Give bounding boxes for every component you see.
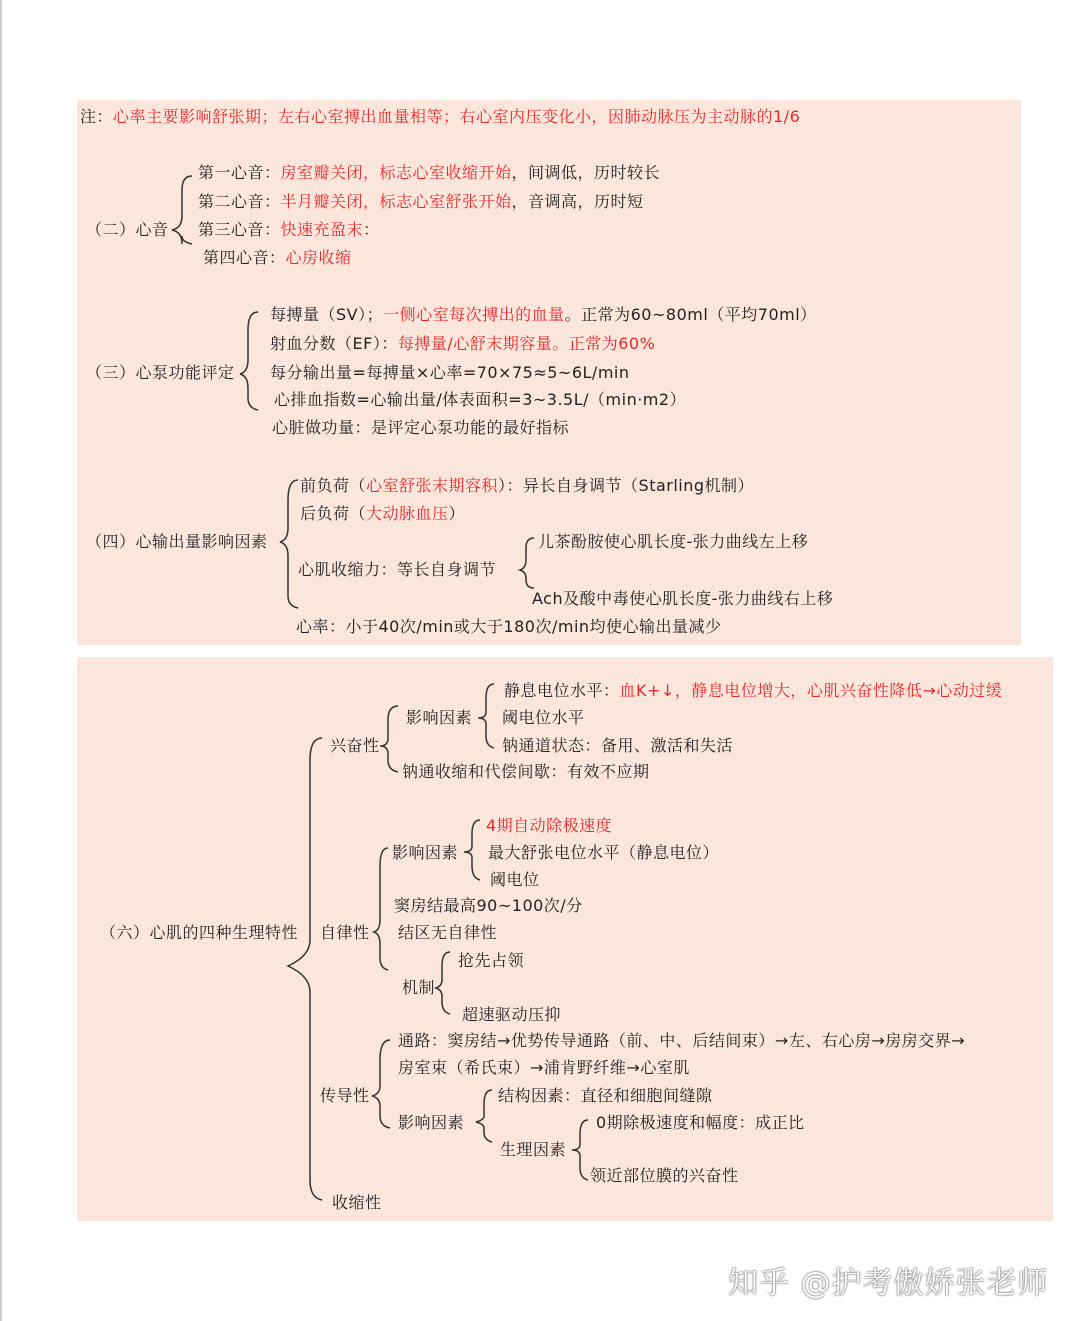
catecholamine-effect: 儿茶酚胺使心肌长度-张力曲线左上移 [538,532,809,551]
heart-sound-2-label: 第二心音： [198,192,281,211]
pump-eval-title: （三）心泵功能评定 [86,363,235,382]
heart-sound-3-label: 第三心音： [198,220,281,239]
overdrive-suppression: 超速驱动压抑 [462,1005,562,1024]
sodium-channel-state: 钠通道状态：备用、激活和失活 [502,736,734,755]
heart-sounds-title: （二）心音 [86,220,169,239]
heart-rate-effect: 心率：小于40次/min或大于180次/min均使心输出量减少 [296,617,722,636]
preload-mech: ）：异长自身调节（Starling机制） [498,476,755,495]
excitability-factors: 影响因素 [406,708,473,727]
heart-sound-1-label: 第一心音： [198,163,281,182]
stroke-volume [270,305,817,325]
conduction-path-2: 房室束（希氏束）→浦肯野纤维→心室肌 [398,1058,690,1077]
phase0-depolarization: 0期除极速度和幅度：成正比 [596,1113,805,1132]
conduction-path-1: 通路：窦房结→优势传导通路（前、中、后结间束）→左、右心房→房房交界→ [398,1031,966,1050]
autorhythmicity-factors: 影响因素 [392,843,459,862]
resting-potential-label: 静息电位水平： [504,681,620,700]
cardiac-index: 心排血指数=心输出量/体表面积=3~3.5L/（min·m2） [274,390,687,409]
conductivity-title: 传导性 [320,1086,370,1105]
structural-factor: 结构因素：直径和细胞间缝隙 [498,1086,713,1105]
resting-potential-effect: 血K+↓，静息电位增大，心肌兴奋性降低→心动过缓 [619,681,1003,700]
watermark: 知乎 @护考傲娇张老师 [728,1266,1049,1301]
heart-sound-2-desc: ，音调高，历时短 [511,192,644,211]
heart-sound-4-label: 第四心音： [203,248,286,267]
autorhythmicity-title: 自律性 [320,923,370,942]
ef-label: 射血分数（EF）： [270,334,398,353]
physiological-factor: 生理因素 [500,1140,567,1159]
resting-potential [504,681,1002,701]
contractility-factor: 心肌收缩力：等长自身调节 [298,560,497,579]
afterload-def: 大动脉血压 [366,504,449,523]
ef-def: 每搏量/心舒末期容量。正常为60% [397,334,656,353]
afterload [300,504,465,524]
note-line [80,107,800,127]
heart-sound-1 [198,163,660,183]
myocardium-title: （六）心肌的四种生理特性 [100,923,299,942]
capture-mechanism: 抢先占领 [458,951,525,970]
compensatory-pause: 钠通收缩和代偿间歇：有效不应期 [402,762,650,781]
ejection-fraction [270,334,655,354]
sa-node-rate: 窦房结最高90~100次/分 [394,896,583,915]
heart-sound-3-desc: ： [363,220,380,239]
max-diastolic-potential: 最大舒张电位水平（静息电位） [488,843,720,862]
adjacent-membrane: 领近部位膜的兴奋性 [590,1166,739,1185]
phase4-depolarization: 4期自动除极速度 [486,816,613,835]
sv-label: 每搏量（SV）； [270,305,384,324]
excitability-title: 兴奋性 [330,736,380,755]
preload-def: 心室舒张末期容积 [366,476,499,495]
afterload-close: ） [448,504,466,523]
conductivity-factors: 影响因素 [398,1113,465,1132]
heart-sound-4 [203,248,352,268]
heart-sound-1-red: 房室瓣关闭，标志心室收缩开始 [280,163,512,182]
preload [300,476,754,496]
junction-no-automaticity: 结区无自律性 [398,923,498,942]
heart-sound-3 [198,220,380,240]
preload-label: 前负荷（ [300,476,367,495]
threshold-level: 阈电位水平 [502,708,585,727]
heart-sound-2 [198,192,644,212]
note-text: 心率主要影响舒张期；左右心室搏出血量相等；右心室内压变化小，因肺动脉压为主动脉的1/6 [113,107,801,126]
contractility-title: 收缩性 [332,1193,382,1212]
note-prefix: 注： [80,107,114,126]
heart-sound-1-desc: ，间调低，历时较长 [511,163,661,182]
threshold-potential: 阈电位 [490,870,540,889]
mechanism-label: 机制 [402,978,436,997]
heart-sound-4-red: 心房收缩 [285,248,352,267]
sv-normal: 。正常为60~80ml（平均70ml） [564,305,817,324]
cardiac-output: 每分输出量=每搏量×心率=70×75≈5~6L/min [270,363,630,382]
output-factors-title: （四）心输出量影响因素 [86,532,268,551]
heart-sound-2-red: 半月瓣关闭，标志心室舒张开始 [280,192,512,211]
cardiac-work: 心脏做功量：是评定心泵功能的最好指标 [272,418,570,437]
afterload-label: 后负荷（ [300,504,367,523]
heart-sound-3-red: 快速充盈末 [280,220,364,239]
sv-def: 一侧心室每次搏出的血量 [383,305,565,324]
ach-effect: Ach及酸中毒使心肌长度-张力曲线右上移 [532,589,834,608]
